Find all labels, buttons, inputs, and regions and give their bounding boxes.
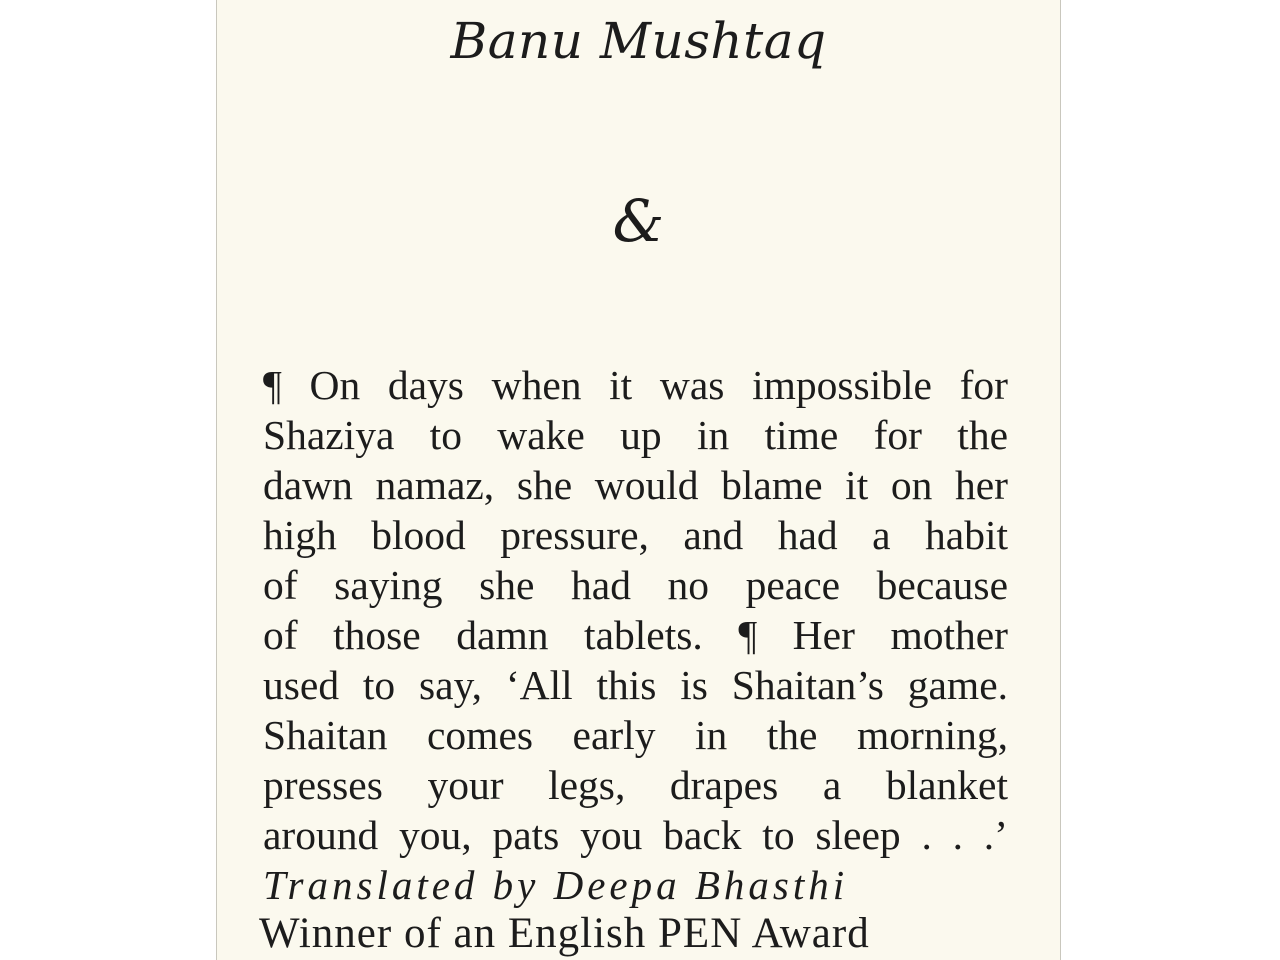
excerpt-line: around you, pats you back to sleep . . .’ bbox=[263, 812, 1008, 858]
excerpt-line: dawn namaz, she would blame it on her bbox=[263, 462, 1008, 508]
excerpt-line: Shaitan comes early in the morning, bbox=[263, 712, 1008, 758]
excerpt-line: used to say, ‘All this is Shaitan’s game. bbox=[263, 662, 1008, 708]
translator-credit: Translated by Deepa Bhasthi bbox=[263, 862, 849, 908]
excerpt-line: presses your legs, drapes a blanket bbox=[263, 762, 1008, 808]
award-line: Winner of an English PEN Award bbox=[259, 910, 870, 957]
excerpt-line: Shaziya to wake up in time for the bbox=[263, 412, 1008, 458]
excerpt-line: of saying she had no peace because bbox=[263, 562, 1008, 608]
ampersand-ornament: & bbox=[612, 187, 665, 255]
excerpt-line: high blood pressure, and had a habit bbox=[263, 512, 1008, 558]
excerpt-line: ¶ On days when it was impossible for bbox=[263, 362, 1008, 408]
book-cover bbox=[216, 0, 1061, 960]
excerpt-line: of those damn tablets. ¶ Her mother bbox=[263, 612, 1008, 658]
author-name: Banu Mushtaq bbox=[450, 12, 827, 70]
excerpt-text bbox=[263, 360, 1008, 860]
